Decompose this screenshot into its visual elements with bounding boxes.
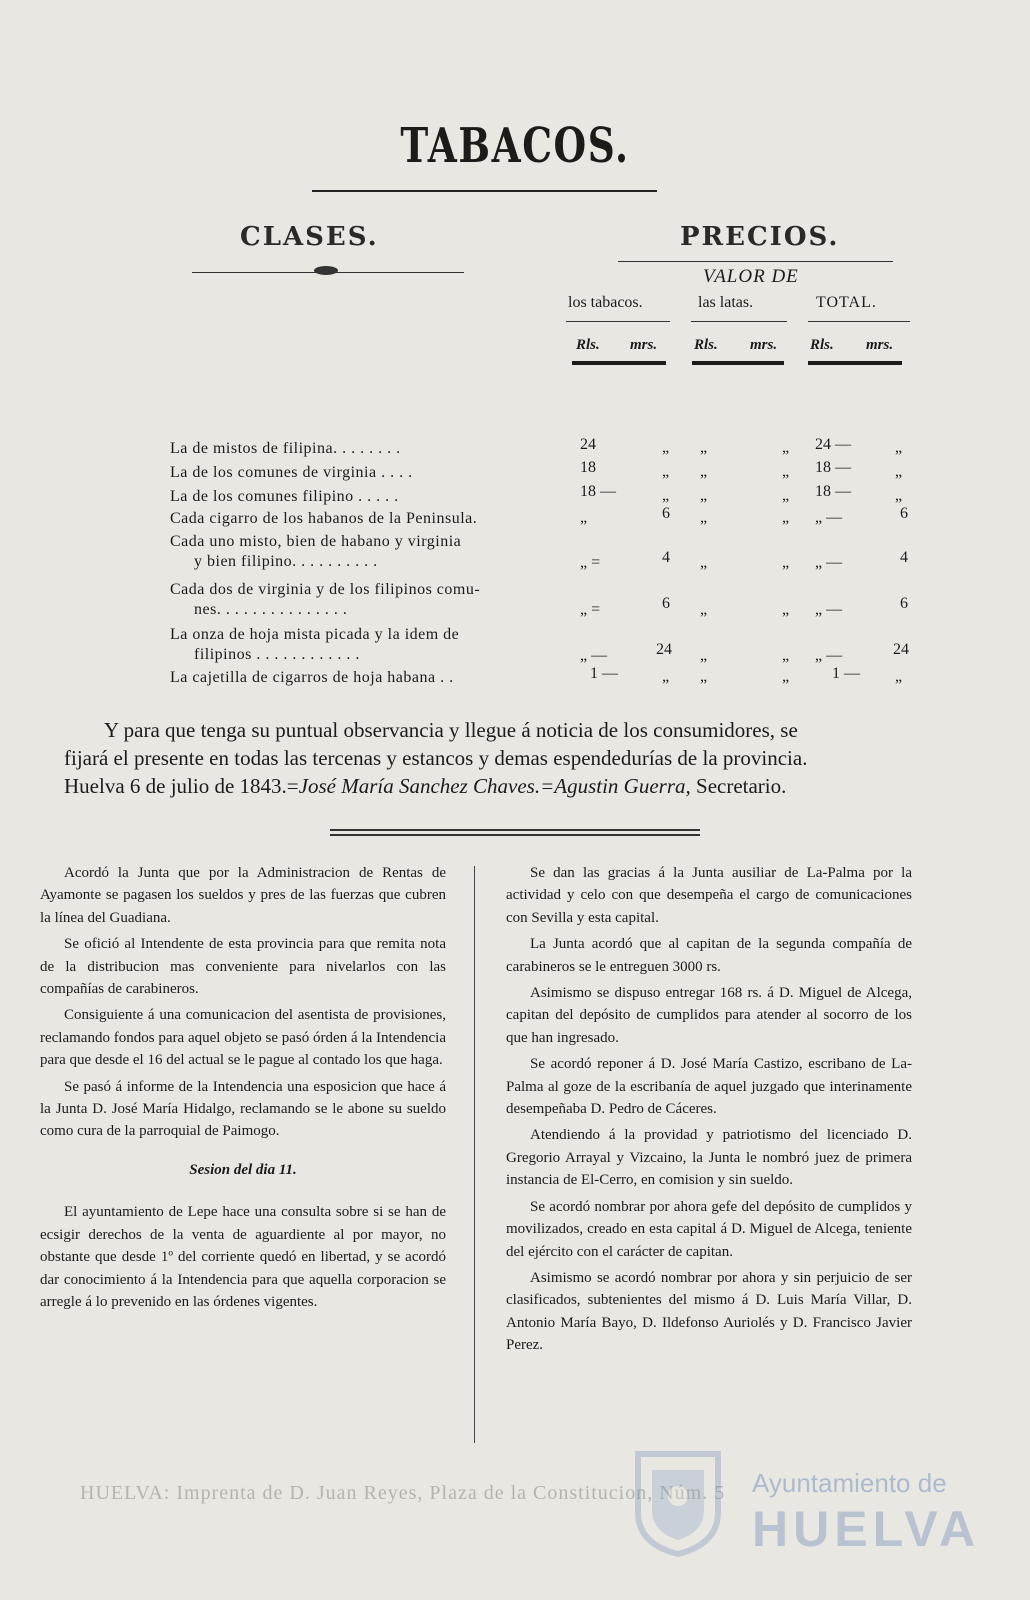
row-description: La de mistos de filipina. . . . . . . . bbox=[170, 440, 401, 457]
table-cell: 24 — bbox=[815, 436, 851, 453]
table-cell: „ — bbox=[815, 647, 843, 664]
table-cell: „ bbox=[700, 647, 708, 664]
col-rule-tabacos bbox=[566, 321, 670, 322]
table-cell: „ bbox=[895, 487, 903, 504]
table-cell: „ bbox=[782, 463, 790, 480]
watermark-line: HUELVA bbox=[752, 1501, 981, 1557]
table-cell: „ bbox=[782, 487, 790, 504]
table-cell: 18 — bbox=[815, 483, 851, 500]
right-column bbox=[506, 862, 912, 1361]
table-cell: „ — bbox=[815, 601, 843, 618]
article-paragraph: Se acordó nombrar por ahora gefe del depósito de cumplidos y movilizados, creado en esta capital á D. Miguel de Alcega, teniente del ejército con el carácter de capitan. bbox=[506, 1198, 912, 1260]
table-cell: „ — bbox=[815, 509, 843, 526]
table-cell: 6 bbox=[662, 595, 670, 612]
row-description: La onza de hoja mista picada y la idem de bbox=[170, 626, 460, 643]
table-cell: „ bbox=[782, 509, 790, 526]
table-cell: 18 — bbox=[815, 459, 851, 476]
table-row bbox=[170, 532, 570, 572]
section-separator bbox=[330, 834, 700, 836]
article-paragraph: Atendiendo á la providad y patriotismo del licenciado D. Gregorio Arrayal y Vizcaino, la Junta le nombró juez de primera instancia de El-Cerro, en comision y sin sueldo. bbox=[506, 1127, 912, 1189]
closing-line bbox=[64, 772, 936, 800]
table-cell: „ bbox=[782, 439, 790, 456]
table-cell: 4 bbox=[662, 549, 670, 566]
col-rule-latas bbox=[691, 321, 787, 322]
row-description: filipinos . . . . . . . . . . . . bbox=[194, 646, 360, 663]
table-cell: „ bbox=[700, 668, 708, 685]
table-cell: 18 bbox=[580, 459, 596, 476]
valor-de-header: VALOR DE bbox=[703, 266, 799, 287]
table-cell: 6 bbox=[900, 595, 908, 612]
row-description: Cada dos de virginia y de los filipinos comu- bbox=[170, 581, 481, 598]
row-description: La cajetilla de cigarros de hoja habana . . bbox=[170, 669, 454, 686]
table-cell: „ bbox=[895, 668, 903, 685]
table-cell: „ bbox=[662, 668, 670, 685]
subheader-bar-tabacos bbox=[572, 361, 666, 365]
table-cell: „ bbox=[700, 439, 708, 456]
table-cell: „ bbox=[782, 668, 790, 685]
table-cell: „ bbox=[782, 647, 790, 664]
closing-line: fijará el presente en todas las tercenas y estancos y demas espendedurías de la provincia. bbox=[64, 746, 808, 770]
table-cell: „ = bbox=[580, 554, 601, 571]
table-row bbox=[170, 625, 570, 665]
table-cell: „ bbox=[895, 463, 903, 480]
subheader-bar-latas bbox=[692, 361, 784, 365]
signatory-title: Secretario. bbox=[690, 774, 787, 798]
table-cell: „ bbox=[895, 439, 903, 456]
place-date: Huelva 6 de julio de 1843.= bbox=[64, 774, 299, 798]
closing-paragraph bbox=[64, 716, 936, 800]
article-paragraph: Se dan las gracias á la Junta ausiliar de La-Palma por la actividad y celo con que desempeña el cargo de comunicaciones con Sevilla y esta capital. bbox=[506, 865, 912, 926]
table-cell: „ bbox=[700, 509, 708, 526]
table-cell: „ — bbox=[815, 554, 843, 571]
article-paragraph: La Junta acordó que al capitan de la segunda compañía de carabineros se le entreguen 3000 rs. bbox=[506, 936, 912, 975]
table-cell: „ bbox=[580, 509, 588, 526]
subheader-mrs-3: mrs. bbox=[866, 337, 894, 353]
article-paragraph: Asimismo se acordó nombrar por ahora y sin perjuicio de ser clasificados, subtenientes del mismo á D. Luis María Villar, D. Antonio María Bayo, D. Ildefonso Auriolés y D. Francisco Javier Perez. bbox=[506, 1269, 912, 1354]
table-cell: „ bbox=[782, 601, 790, 618]
article-paragraph: Se acordó reponer á D. José María Castizo, escribano de La-Palma al goze de la escribanía de aquel juzgado que interinamente desempeñaba D. Pedro de Cáceres. bbox=[506, 1056, 912, 1118]
table-cell: 1 — bbox=[832, 665, 860, 682]
subheader-mrs-1: mrs. bbox=[630, 337, 658, 353]
table-cell: „ = bbox=[580, 601, 601, 618]
precios-heading: PRECIOS. bbox=[680, 222, 840, 252]
table-cell: „ bbox=[662, 439, 670, 456]
page-title: TABACOS. bbox=[400, 118, 630, 174]
table-row bbox=[170, 487, 570, 507]
row-description: y bien filipino. . . . . . . . . . bbox=[194, 553, 378, 570]
subheader-rls-1: Rls. bbox=[576, 337, 600, 353]
left-column bbox=[40, 862, 446, 1317]
table-row bbox=[170, 463, 570, 483]
article-paragraph: El ayuntamiento de Lepe hace una consulta sobre si se han de ecsigir derechos de la venta de aguardiente al por mayor, no obstante que desde 1º del corriente quedó en libertad, y se acordó dar conocimiento á la Intendencia para que aquella corporacion se arregle á lo prevenido en las órdenes vigentes. bbox=[40, 1204, 446, 1310]
signatories: José María Sanchez Chaves.=Agustin Guerra, bbox=[298, 774, 691, 798]
section-separator bbox=[330, 829, 700, 831]
table-cell: „ bbox=[700, 463, 708, 480]
article-paragraph: Asimismo se dispuso entregar 168 rs. á D. Miguel de Alcega, capitan del depósito de cumplidos para atender al socorro de los que han ingresado. bbox=[506, 985, 912, 1046]
table-cell: „ bbox=[700, 601, 708, 618]
table-cell: „ bbox=[662, 463, 670, 480]
col-header-tabacos: los tabacos. bbox=[568, 294, 643, 311]
table-row bbox=[170, 509, 570, 529]
table-cell: „ — bbox=[580, 647, 608, 664]
imprint-line: HUELVA: Imprenta de D. Juan Reyes, Plaza de la Constitucion, Núm. 5 bbox=[80, 1482, 726, 1504]
city-crest-icon bbox=[632, 1450, 724, 1558]
table-row bbox=[170, 580, 570, 620]
title-rule bbox=[312, 190, 657, 192]
article-paragraph: Se ofició al Intendente de esta provincia para que remita nota de la distribucion mas conveniente para nivelarlos con las compañías de carabineros. bbox=[40, 936, 446, 998]
col-header-latas: las latas. bbox=[698, 294, 754, 311]
article-paragraph: Consiguiente á una comunicacion del asentista de provisiones, reclamando fondos para aquel objeto se pasó órden á la Intendencia para que desde el 16 del actual se le pague al contado los que haga. bbox=[40, 1007, 446, 1069]
row-description: nes. . . . . . . . . . . . . . . bbox=[194, 601, 348, 618]
table-cell: „ bbox=[662, 487, 670, 504]
article-paragraph: Acordó la Junta que por la Administracion de Rentas de Ayamonte se pagasen los sueldos y pres de las fuerzas que cubren la línea del Guadiana. bbox=[40, 865, 446, 926]
subheader-rls-3: Rls. bbox=[810, 337, 834, 353]
row-description: La de los comunes filipino . . . . . bbox=[170, 488, 399, 505]
table-cell: 6 bbox=[900, 505, 908, 522]
table-cell: 24 bbox=[656, 641, 672, 658]
subheader-rls-2: Rls. bbox=[694, 337, 718, 353]
clases-heading: CLASES. bbox=[240, 222, 379, 252]
row-description: La de los comunes de virginia . . . . bbox=[170, 464, 413, 481]
col-header-total: TOTAL. bbox=[816, 294, 877, 311]
subheader-bar-total bbox=[808, 361, 902, 365]
table-cell: 24 bbox=[580, 436, 596, 453]
table-cell: 24 bbox=[893, 641, 909, 658]
ornament-dot bbox=[314, 266, 338, 275]
table-cell: 4 bbox=[900, 549, 908, 566]
table-cell: 6 bbox=[662, 505, 670, 522]
col-rule-total bbox=[808, 321, 910, 322]
subheader-mrs-2: mrs. bbox=[750, 337, 778, 353]
session-heading: Sesion del dia 11. bbox=[189, 1161, 297, 1178]
table-cell: „ bbox=[700, 554, 708, 571]
table-row bbox=[170, 668, 570, 688]
closing-line: Y para que tenga su puntual observancia y llegue á noticia de los consumidores, se bbox=[104, 718, 798, 742]
row-description: Cada uno misto, bien de habano y virginia bbox=[170, 533, 462, 550]
table-cell: „ bbox=[700, 487, 708, 504]
watermark-line: Ayuntamiento de bbox=[752, 1468, 947, 1498]
row-description: Cada cigarro de los habanos de la Peninsula. bbox=[170, 510, 478, 527]
table-row bbox=[170, 439, 570, 459]
column-divider bbox=[474, 866, 475, 1443]
table-cell: „ bbox=[782, 554, 790, 571]
article-paragraph: Se pasó á informe de la Intendencia una esposicion que hace á la Junta D. José María Hidalgo, reclamando se le abone su sueldo como cura de la parroquial de Paimogo. bbox=[40, 1078, 446, 1140]
table-cell: 1 — bbox=[590, 665, 618, 682]
precios-ornament-rule bbox=[618, 261, 893, 262]
table-cell: 18 — bbox=[580, 483, 616, 500]
